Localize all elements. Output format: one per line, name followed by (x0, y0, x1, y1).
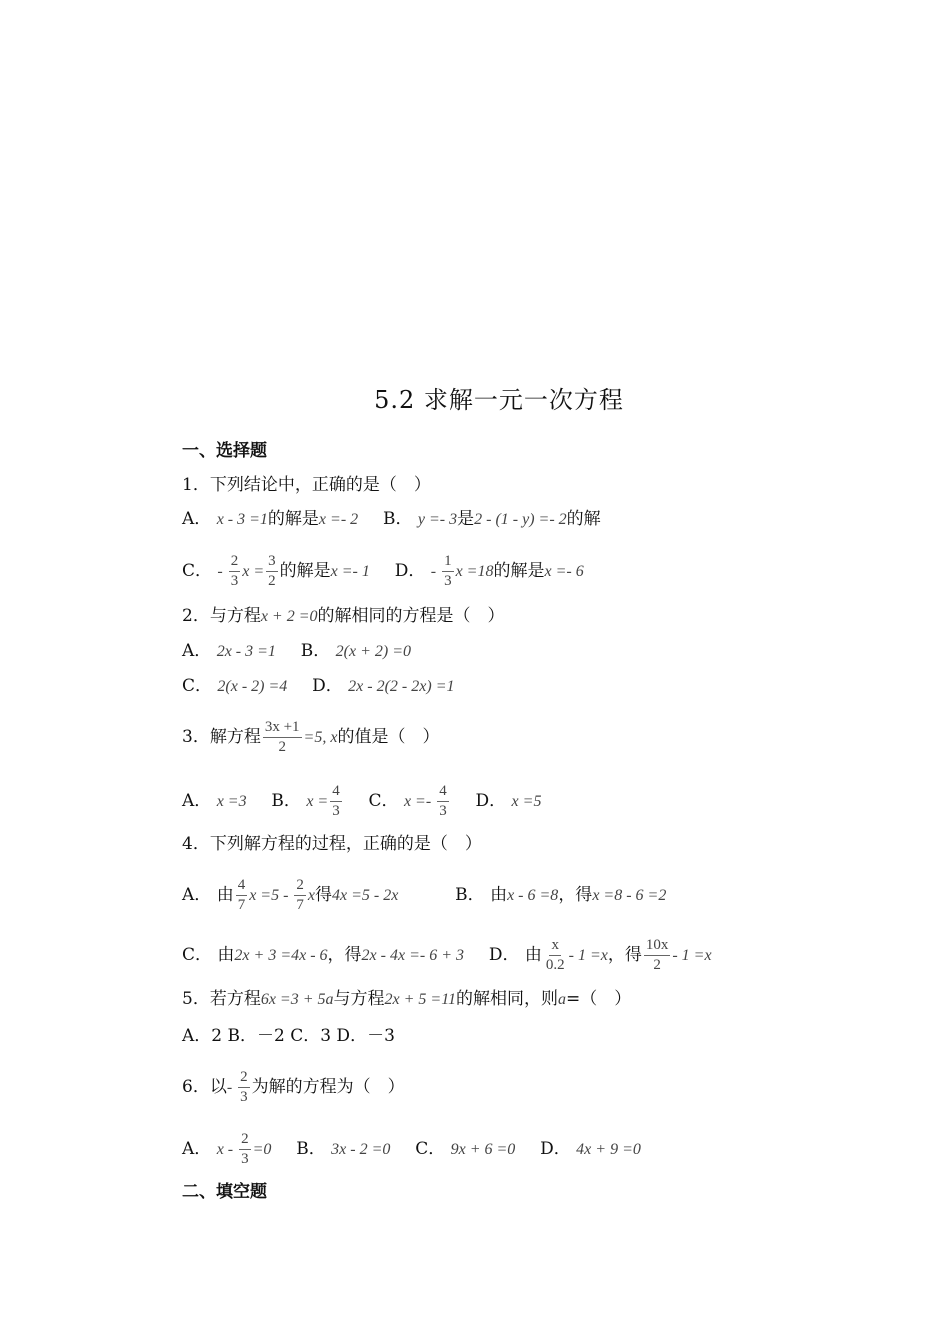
denominator: 3 (241, 1151, 249, 1167)
equation: x - 6 =8 (507, 887, 559, 904)
equation: 3x - 2 =0 (331, 1141, 391, 1158)
fraction (330, 782, 342, 821)
text: 与方程 (333, 989, 385, 1009)
fraction (236, 876, 248, 915)
text: 5．若方程 (182, 989, 261, 1009)
numerator: 2 (239, 1130, 251, 1150)
fraction (263, 718, 302, 757)
question-1-options-ab (182, 508, 601, 531)
minus-sign: - (226, 1079, 237, 1096)
option-label: A． (182, 791, 212, 811)
option-label: C． (415, 1139, 446, 1159)
text: 的解是 (493, 561, 545, 581)
equation: y =- 3 (417, 511, 458, 528)
option-label: D． (488, 945, 520, 965)
denominator: 7 (237, 897, 246, 913)
text: 2．与方程 (182, 606, 261, 626)
equation: x =18 (455, 563, 494, 580)
text: 的解是 (279, 561, 331, 581)
text: 由 (524, 945, 542, 965)
option-label: C． (182, 561, 213, 581)
equation: 2(x - 2) =4 (217, 678, 288, 695)
question-4-options-ab (182, 876, 666, 915)
fraction (644, 936, 671, 975)
option-label: B． (271, 791, 301, 811)
option-label: D． (312, 676, 343, 696)
equation: x (307, 887, 316, 904)
equation: 2x + 5 =11 (384, 991, 457, 1008)
numerator: 3 (266, 552, 278, 572)
equation: 2 - (1 - y) =- 2 (474, 511, 567, 528)
equation: x =8 - 6 =2 (592, 887, 667, 904)
equation: x =- 1 (330, 563, 370, 580)
denominator: 7 (296, 897, 304, 913)
fraction (442, 552, 454, 591)
option-label: B． (296, 1139, 326, 1159)
denominator: 2 (268, 573, 276, 589)
equation: 4x =5 - 2x (332, 887, 399, 904)
equation: x = (242, 563, 265, 580)
fraction (294, 876, 306, 915)
section-heading-fill-blank: 二、填空题 (182, 1182, 267, 1202)
equation: x + 2 =0 (260, 608, 318, 625)
equation: - 1 =x (568, 947, 608, 964)
text: 得 (315, 885, 333, 905)
equation: =0 (252, 1141, 272, 1158)
text: 的解 (566, 509, 601, 529)
equation: x - (216, 1141, 238, 1158)
question-4-stem: 4．下列解方程的过程，正确的是（ ） (182, 834, 482, 854)
equation: x =- 6 (544, 563, 584, 580)
option-label: A． (182, 509, 212, 529)
option-label: D． (394, 561, 426, 581)
option-label: B． (382, 509, 413, 529)
denominator: 3 (444, 573, 452, 589)
text: 由 (217, 945, 235, 965)
text: 3．解方程 (182, 727, 261, 747)
equation: - 1 =x (672, 947, 712, 964)
denominator: 0.2 (545, 957, 565, 973)
variable: a (558, 991, 567, 1008)
equation: x =- (403, 793, 436, 810)
numerator: 1 (442, 552, 454, 572)
equation: x =5 (511, 793, 542, 810)
option-label: A． (182, 641, 212, 661)
text: 的解相同的方程是（ ） (317, 606, 505, 626)
equation: 2x - 2(2 - 2x) =1 (348, 678, 455, 695)
fraction (238, 1068, 250, 1107)
numerator: 4 (236, 876, 248, 896)
page-title: 5.2 求解一元一次方程 (374, 386, 624, 414)
option-label: C． (368, 791, 399, 811)
equation: 2x - 4x =- 6 + 3 (361, 947, 464, 964)
question-5-stem (182, 988, 631, 1011)
equation: 4x + 9 =0 (576, 1141, 641, 1158)
numerator: 4 (437, 782, 449, 802)
question-1-stem: 1．下列结论中，正确的是（ ） (182, 475, 431, 495)
numerator: 4 (330, 782, 342, 802)
denominator: 3 (332, 803, 340, 819)
fraction (544, 936, 567, 975)
text: ，得 (327, 945, 362, 965)
text: 的解相同，则 (456, 989, 559, 1009)
equation: 6x =3 + 5a (260, 991, 334, 1008)
option-label: C． (182, 676, 213, 696)
equation: x = (306, 793, 329, 810)
equation: x =5 - (249, 887, 293, 904)
question-2-options-ab (182, 640, 411, 663)
denominator: 3 (240, 1089, 248, 1105)
text: 的值是（ ） (337, 727, 440, 747)
text: ，得 (558, 885, 593, 905)
section-heading-choice: 一、选择题 (182, 441, 267, 461)
numerator: 2 (229, 552, 241, 572)
fraction (437, 782, 449, 821)
denominator: 2 (653, 957, 661, 973)
denominator: 3 (439, 803, 447, 819)
text: 由 (216, 885, 234, 905)
equation: 2x - 3 =1 (216, 643, 276, 660)
question-2-stem (182, 605, 505, 628)
fraction (266, 552, 278, 591)
question-3-options (182, 782, 541, 821)
numerator: x (549, 936, 561, 956)
fraction (239, 1130, 251, 1169)
option-label: D． (475, 791, 507, 811)
equation: 9x + 6 =0 (450, 1141, 516, 1158)
option-label: C． (182, 945, 213, 965)
equation: 2x + 3 =4x - 6 (234, 947, 328, 964)
minus-sign: - (430, 563, 441, 580)
question-3-stem (182, 718, 439, 757)
numerator: 3x +1 (263, 718, 302, 738)
question-1-options-cd (182, 552, 584, 591)
text: ，得 (607, 945, 642, 965)
equation: x =- 2 (318, 511, 359, 528)
text: 6．以 (182, 1077, 227, 1097)
text: =（ ） (566, 989, 632, 1009)
option-label: B． (455, 885, 485, 905)
equation: 2(x + 2) =0 (335, 643, 411, 660)
question-5-options: A．2 B．－2 C．3 D．－3 (182, 1026, 395, 1046)
option-label: D． (540, 1139, 571, 1159)
equation: x =3 (216, 793, 247, 810)
text: 由 (490, 885, 508, 905)
option-label: A． (182, 1139, 212, 1159)
text: 是 (457, 509, 475, 529)
question-6-stem (182, 1068, 405, 1107)
question-6-options (182, 1130, 641, 1169)
option-label: B． (300, 641, 331, 661)
fraction (229, 552, 241, 591)
numerator: 2 (294, 876, 306, 896)
equation: =5, x (303, 729, 338, 746)
question-2-options-cd (182, 675, 454, 698)
text: 的解是 (267, 509, 319, 529)
denominator: 3 (230, 573, 239, 589)
option-label: A． (182, 885, 212, 905)
numerator: 10x (644, 936, 671, 956)
minus-sign: - (217, 563, 227, 580)
numerator: 2 (238, 1068, 250, 1088)
equation: x - 3 =1 (216, 511, 268, 528)
text: 为解的方程为（ ） (251, 1077, 405, 1097)
denominator: 2 (278, 739, 286, 755)
question-4-options-cd (182, 936, 712, 975)
